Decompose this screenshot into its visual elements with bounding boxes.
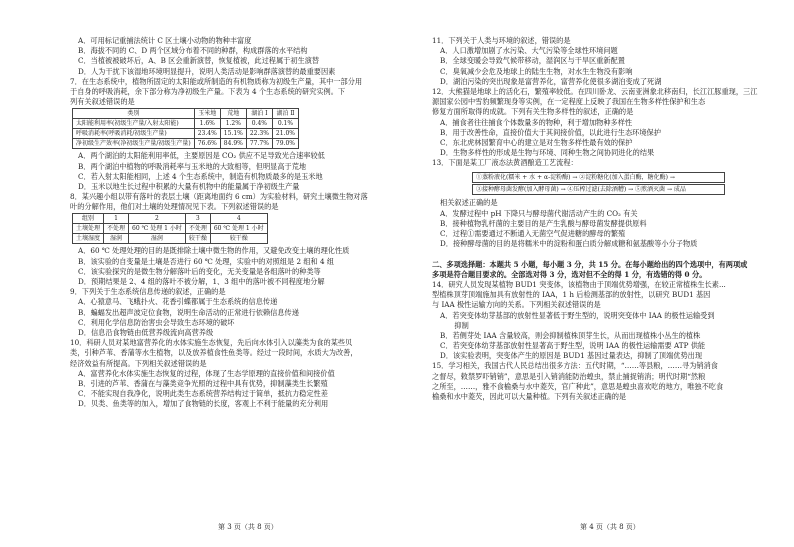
text-line: D．湖泊污染的突出现象是富营养化，富营养化使很多湖泊变成了死湖 <box>440 76 662 86</box>
text-line: B．接种植物乳杆菌的主要目的是产生乳酸与酵母菌发酵提供原料 <box>440 218 647 228</box>
table-cell: 60 ℃ 处理 1 小时 <box>129 224 186 234</box>
question-9-stem <box>70 287 430 297</box>
text-line: 10．科研人员对某地富营养化的水体实施生态恢复，先后向水体引入以藻类为食的某些贝 <box>70 338 353 348</box>
question-8-stem <box>70 192 430 212</box>
table-row <box>73 224 268 234</box>
table-cell: 0.1% <box>272 119 298 129</box>
text-line: D．贝类、鱼类等的加入，增加了食物链的长度，客观上不利于能量的充分利用 <box>78 399 329 409</box>
text-line: 9．下列关于生态系统信息传递的叙述，正确的是 <box>70 287 226 297</box>
question-14-stem <box>432 280 792 311</box>
table-cell: 60 ℃ 处理 1 小时 <box>210 224 267 234</box>
text-line: 抑制 <box>440 320 469 330</box>
text-line: B．两个湖泊中植物的呼吸消耗率与玉米地的大致相等，但明显高于荒地 <box>78 161 307 171</box>
question-13-options <box>432 209 792 260</box>
question-7-options <box>70 151 430 192</box>
table-cell: 0.4% <box>246 119 272 129</box>
table-cell: 土壤处理 <box>73 224 104 234</box>
table-cell: 76.6% <box>194 139 220 149</box>
right-column <box>432 36 792 402</box>
text-line: A．捕食者往往捕食个体数量多的物种，利于增加物种多样性 <box>440 117 633 127</box>
table-cell: 净初级生产效率(净初级生产量/初级生产量) <box>73 139 195 149</box>
table-header-cell: 类别 <box>73 109 195 119</box>
text-line: 7．在生态系统中，植物所固定的太阳能或所制造的有机物质称为初级生产量，其中一部分用 <box>70 76 363 86</box>
table-header-cell: 3 <box>185 214 210 224</box>
text-line: 于自身的呼吸消耗，余下部分称为净初级生产量。下表为 4 个生态系统的研究实例。下 <box>70 86 346 96</box>
table-row <box>73 139 299 149</box>
text-line: 12．大熊猫是地球上的活化石，繁殖率较低。在四川卧龙、云南亚洲象北移南归，长江江豚重现，三江 <box>432 86 758 96</box>
question-7-stem <box>70 77 430 108</box>
question-6-options <box>70 36 430 77</box>
question-9-options <box>70 297 430 338</box>
flow-step-box: ①蒸粉液化(糯米 + 水 + α-淀粉酶) → ②淀粉糖化(加入蛋白酶，糖化酶) → <box>472 172 725 183</box>
table-header-cell: 1 <box>104 214 129 224</box>
text-line: A．可用标记重捕法统计 C 区土壤小动物的物种丰富度 <box>78 36 252 45</box>
table-cell: 不处理 <box>185 224 210 234</box>
text-line: 二、多项选择题：本题共 5 小题，每小题 3 分，共 15 分。在每小题给出的四个选项中，有两项或 <box>432 259 748 269</box>
table-cell: 呼吸消耗率(呼吸消耗/初级生产量) <box>73 129 195 139</box>
text-line: A．心猿意马、飞蛾扑火、花香引蝶都属于生态系统的信息传递 <box>78 297 278 307</box>
text-line: D．生物多样性的形成是生物与环境、同种生物之间协同进化的结果 <box>440 148 655 158</box>
table-cell: 84.9% <box>220 139 246 149</box>
text-line: D．玉米以地生长过程中积累的大量有机物中的能量属于净初级生产量 <box>78 181 300 191</box>
table-cell: 22.3% <box>246 129 272 139</box>
question-15-stem <box>432 361 792 402</box>
text-line: 多项是符合题目要求的。全部选对得 3 分，选对但不全的得 1 分，有选错的得 0 分。 <box>432 269 707 279</box>
text-line: B．若侧芽处 IAA 含量较高，则会抑制植株顶芽生长，从而出现植株小丛生的植株 <box>440 330 701 340</box>
text-line: D．信息沿食物链由低营养级流向高营养级 <box>78 327 214 337</box>
text-line: D．预期结果是 2、4 组的落叶不被分解，1、3 组中的落叶被不同程度地分解 <box>78 277 325 286</box>
table-cell: 23.4% <box>194 129 220 139</box>
question-10-options <box>70 369 430 410</box>
text-line: 修复方面所取得的成就。下列有关生物多样性的叙述，正确的是 <box>432 107 634 117</box>
table-cell: 1.6% <box>194 119 220 129</box>
text-line: 类，引种芦苇、香蒲等水生植物，以及放养植食性鱼类等。经过一段时间，水质大为改善， <box>70 348 358 358</box>
table-row <box>73 119 299 129</box>
flow-step-box: ③接种酵母菌发酵(加入酵母菌) → ④压榨过滤(去除酒糟) → ⑤煎酒灭菌 → 成品 <box>472 184 725 195</box>
table-header-cell: 2 <box>129 214 186 224</box>
question-12-options <box>432 118 792 159</box>
question-13-stem <box>432 158 792 168</box>
table-cell: 土壤湿度 <box>73 234 104 244</box>
text-line <box>432 249 792 259</box>
text-line: A．两个湖泊的太阳能利用率低，主要原因是 CO₂ 供应不足导致光合速率较低 <box>78 151 325 161</box>
text-line: 列有关叙述错误的是 <box>70 97 135 107</box>
text-line: 14．研究人员发现某植物 BUD1 突变体，该植物由于顶端优势增强，在较正常植株生长素... <box>432 279 726 289</box>
text-line: A．富营养化水体实施生态恢复的过程，体现了生态学原理的直接价值和间接价值 <box>78 368 335 378</box>
text-line: C．东北虎林园繁育中心的建立是对生物多样性最有效的保护 <box>440 137 633 147</box>
table-cell: 79.0% <box>272 139 298 149</box>
table-q8-header <box>73 214 268 224</box>
text-line: B．该实验的自变量是土壤是否进行 60 ℃ 处理，实验中的对照组是 2 组和 4 组 <box>78 256 335 266</box>
question-8-options <box>70 246 430 287</box>
text-line: C．过程①需要通过不断通入无菌空气促进糖的酵母的繁殖 <box>440 229 626 238</box>
table-cell: 较干燥 <box>185 234 210 244</box>
question-12-stem <box>432 87 792 118</box>
text-line: A．若突变体幼芽基部的放射性显著低于野生型的，说明突变体中 IAA 的极性运输受到 <box>440 310 715 320</box>
left-column <box>70 36 430 409</box>
text-line: C．臭氧减少会危及地球上的陆生生物，对水生生物没有影响 <box>440 66 633 76</box>
text-line: 之所至，……，雅不食榆桑与水中菱芡，官广种此”，意思是蝗虫喜欢吃的地方，唯独不吃食 <box>432 381 724 391</box>
table-cell: 湿润 <box>129 234 186 244</box>
text-line: B．全球变暖会导致气候带移动，湿润区与干旱区重新配置 <box>440 56 625 66</box>
table-row <box>73 129 299 139</box>
text-line: 15．学习相关，我国古代人民总结出很多方法：五代时期，“……等县粮，……寻为销消食 <box>432 361 718 371</box>
section-2-header <box>432 260 792 280</box>
table-cell: 湿润 <box>104 234 129 244</box>
text-line: C．不能实现自我净化，说明此类生态系统营养结构过于简单，抵抗力稳定性差 <box>78 389 328 399</box>
text-line: D．人为干扰下该湿地环境明显提升，说明人类活动是影响群落演替的最重要因素 <box>78 66 336 76</box>
table-cell: 1.2% <box>220 119 246 129</box>
text-line: A．人口激增加剧了水污染、大气污染等全球性环境问题 <box>440 46 618 56</box>
table-header-cell: 玉米地 <box>194 109 220 119</box>
text-line: B．引进的芦苇、香蒲在与藻类竞争光照的过程中具有优势，抑制藻类生长繁殖 <box>78 378 328 388</box>
text-line: A．发酵过程中 pH 下降只与酵母菌代谢活动产生的 CO₂ 有关 <box>440 208 638 218</box>
text-line: B．海拔不同的 C、D 两个区域分布着不同的种群，构成群落的水平结构 <box>78 46 308 56</box>
text-line: C．若突变体幼芽基部放射性显著高于野生型，说明 IAA 的极性运输需要 ATP 供能 <box>440 341 706 351</box>
text-line: B．蝙蝠发出超声波定位食物，说明生命活动的正常进行依赖信息传递 <box>78 307 299 317</box>
table-row <box>73 234 268 244</box>
question-14-options <box>432 311 792 362</box>
page-number-left: 第 3 页（共 8 页） <box>218 523 278 531</box>
text-line: C．该实验探究的是微生物分解落叶后的变化，无关变量是各组落叶的种类等 <box>78 266 321 276</box>
text-line: 叶的分解作用，他们对土壤的处理情况见下表。下列叙述错误的是 <box>70 202 279 212</box>
text-line: 之督尽，敕禁罗吓销销”，意思是引入销消能防治蝗虫，禁止捕捉销消；明代时期“然粮 <box>432 371 706 381</box>
text-line: 8．某兴趣小组以带有落叶的表层土壤（距离地面约 6 cm）为实验材料，研究土壤微生物对落 <box>70 192 368 202</box>
table-q7-header <box>73 109 299 119</box>
table-cell: 15.1% <box>220 129 246 139</box>
table-q7 <box>72 108 299 149</box>
text-line: C．利用化学信息防治害虫会导致生态环境的破坏 <box>78 317 235 327</box>
table-cell: 太阳能利用率(初级生产量/入射太阳能) <box>73 119 195 129</box>
text-line: B．用于改善性命，直接价值大于其间接价值，以此进行生态环境保护 <box>440 127 661 137</box>
text-line: D．接种酵母菌的目的是将糯米中的淀粉和蛋白质分解成糖和氨基酸等小分子物质 <box>440 239 698 249</box>
table-header-cell: 荒地 <box>220 109 246 119</box>
text-line: 13．下面是某工厂液态法黄酒酿造工艺流程： <box>432 158 578 168</box>
text-line: 11．下列关于人类与环境的叙述，错误的是 <box>432 36 571 45</box>
table-header-cell: 4 <box>210 214 267 224</box>
question-10-stem <box>70 338 430 369</box>
text-line: 榆桑和水中菱芡，因此可以大量种植。下列有关叙述正确的是 <box>432 392 627 401</box>
text-line: 型植株顶芽顶端施加具有放射性的 IAA，1 h 后检测基部的放射性，以研究 BUD1 基因 <box>432 290 711 300</box>
text-line: C．若入射太阳能相同，上述 4 个生态系统中，制造有机物质最多的是玉米地 <box>78 171 323 181</box>
text-line: 源国家公园中雪豹频繁现身等实例，在一定程度上反映了我国在生物多样性保护和生态 <box>432 97 706 107</box>
table-header-cell: 湖泊 Ⅰ <box>246 109 272 119</box>
process-flow-diagram <box>432 170 792 196</box>
text-line: 相关叙述正确的是 <box>440 198 498 208</box>
page-number-right: 第 4 页（共 8 页） <box>580 523 640 531</box>
text-line: A．60 ℃ 处理处理的目的是既排除土壤中微生物的作用，又避免改变土壤的理化性质 <box>78 246 350 256</box>
table-header-cell: 湖泊 Ⅱ <box>272 109 298 119</box>
question-13-prompt <box>432 198 792 208</box>
table-cell: 较干燥 <box>210 234 267 244</box>
table-cell: 77.7% <box>246 139 272 149</box>
table-cell: 不处理 <box>104 224 129 234</box>
text-line: 与 IAA 极性运输方向的关系。下列相关叙述错误的是 <box>432 300 601 310</box>
question-11-options <box>432 46 792 87</box>
text-line: 经济效益有所提高。下列相关叙述错误的是 <box>70 358 207 368</box>
text-line: D．该实验表明，突变体产生的原因是 BUD1 基因过量表达，抑制了顶端优势出现 <box>440 351 703 361</box>
text-line: C．当植被被破坏后，A、B 区会重新演替，恢复植被，此过程属于初生演替 <box>78 56 320 66</box>
question-11-stem <box>432 36 792 46</box>
table-q8 <box>72 213 268 244</box>
table-cell: 21.0% <box>272 129 298 139</box>
table-header-cell: 组别 <box>73 214 104 224</box>
